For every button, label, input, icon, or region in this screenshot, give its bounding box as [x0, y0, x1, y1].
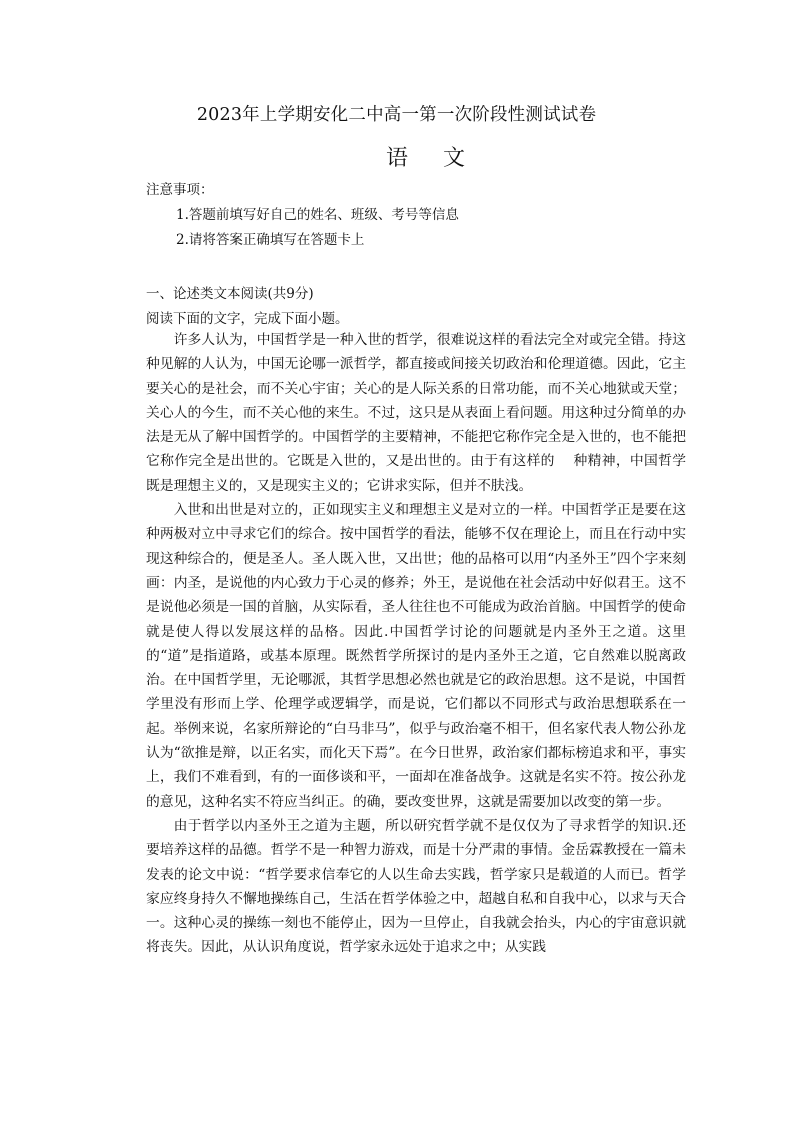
passage-paragraph-2: 入世和出世是对立的，正如现实主义和理想主义是对立的一样。中国哲学正是要在这种两极对立中寻求它们的综合。按中国哲学的看法，能够不仅在理论上，而且在行动中实现这种综合的，便是圣人。圣人既入世，又出世；他的品格可以用“内圣外王”四个字来刻画：内圣，是说他的内心致力于心灵的修养；外王，是说他在社会活动中好似君王。这不是说他必须是一国的首脑，从实际看，圣人往往也不可能成为政治首脑。中国哲学的使命就是使人得以发展这样的品格。因此.中国哲学讨论的问题就是内圣外王之道。这里的“道”是指道路，或基本原理。既然哲学所探讨的是内圣外王之道，它自然难以脱离政治。在中国哲学里，无论哪派，其哲学思想必然也就是它的政治思想。这不是说，中国哲学里没有形而上学、伦理学或逻辑学，而是说，它们都以不同形式与政治思想联系在一起。举例来说，名家所辩论的“白马非马”，似乎与政治毫不相干，但名家代表人物公孙龙认为“欲推是辩，以正名实，而化天下焉”。在今日世界，政治家们都标榜追求和平，事实上，我们不难看到，有的一面侈谈和平，一面却在准备战争。这就是名实不符。按公孙龙的意见，这种名实不符应当纠正。的确，要改变世界，这就是需要加以改变的第一步。 [146, 502, 686, 810]
notice-item-1: 1.答题前填写好自己的姓名、班级、考号等信息 [176, 207, 459, 223]
notice-heading: 注意事项： [146, 182, 214, 198]
section-heading: 一、论述类文本阅读(共9分) [146, 286, 314, 302]
notice-item-2: 2.请将答案正确填写在答题卡上 [176, 232, 365, 248]
section-instruction: 阅读下面的文字，完成下面小题。 [146, 311, 349, 327]
reading-passage [146, 328, 686, 960]
passage-paragraph-1: 许多人认为，中国哲学是一种入世的哲学，很难说这样的看法完全对或完全错。持这种见解的人认为，中国无论哪一派哲学，都直接或间接关切政治和伦理道德。因此，它主要关心的是社会，而不关心宇宙；关心的是人际关系的日常功能，而不关心地狱或天堂；关心人的今生，而不关心他的来生。不过，这只是从表面上看问题。用这种过分简单的办法是无从了解中国哲学的。中国哲学的主要精神，不能把它称作完全是入世的，也不能把它称作完全是出世的。它既是入世的，又是出世的。由于有这样的 种精神，中国哲学既是理想主义的，又是现实主义的；它讲求实际，但并不肤浅。 [146, 332, 686, 494]
exam-title: 2023年上学期安化二中高一第一次阶段性测试试卷 [196, 105, 597, 125]
subject-title: 语 文 [386, 146, 465, 171]
passage-paragraph-3: 由于哲学以内圣外王之道为主题，所以研究哲学就不是仅仅为了寻求哲学的知识.还要培养这样的品德。哲学不是一种智力游戏，而是十分严肃的事情。金岳霖教授在一篇未发表的论文中说：“哲学要求信奉它的人以生命去实践，哲学家只是载道的人而已。哲学家应终身持久不懈地操练自己，生活在哲学体验之中，超越自私和自我中心，以求与天合一。这种心灵的操练一刻也不能停止，因为一旦停止，自我就会抬头，内心的宇宙意识就将丧失。因此，从认识角度说，哲学家永远处于追求之中；从实践 [146, 817, 686, 956]
